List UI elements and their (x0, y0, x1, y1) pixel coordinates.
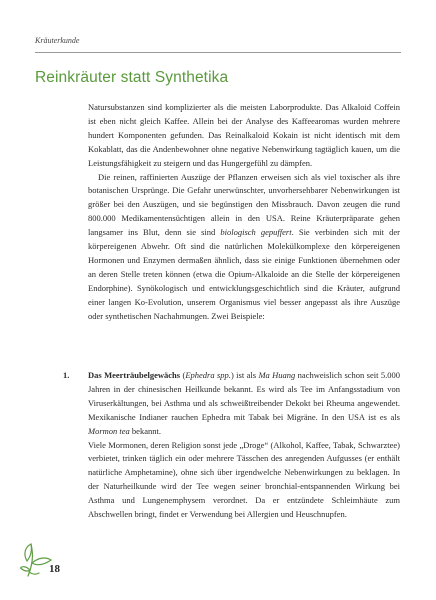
list-item-number: 1. (63, 370, 70, 380)
list-item-paragraph-2: Viele Mormonen, deren Religion sonst jede „Droge“ (Alkohol, Kaffee, Tabak, Schwarztee) verbietet, trinken täglich ein oder mehrere Tässchen des anregenden Aufgusses (er enthält natürliche Amphetamine), ohne sich über irgendwelche Nebenwirkungen zu beklagen. In der Naturheilkunde wird der Tee wegen seiner bronchial-entspannenden Wirkung bei Asthma und Lungenemphysem verordnet. Da er entzündete Schleimhäute zum Abschwellen bringt, findet er Verwendung bei Allergien und Heuschnupfen. (88, 439, 400, 520)
list-text-c: bekannt. (129, 425, 161, 436)
list-item-body (88, 369, 400, 522)
header-rule (35, 52, 401, 53)
paragraph-2-emphasis: biologisch gepuffert (220, 227, 292, 238)
plant-name: Das Meerträubelgewächs (88, 370, 181, 380)
mormon-tea-term: Mormon tea (88, 425, 130, 436)
paragraph-2-text-a: Die reinen, raffinierten Auszüge der Pflanzen erweisen sich als viel toxischer als ihre botanischen Ursprünge. Die Gefahr unerwünschter, unvorhersehbarer Nebenwirkungen ist größer bei den Auszügen, und sie begünstigen den Missbrauch. Davon zeugen die rund 800.000 Medikamentensüchtigen allein in den USA. Reine Kräuterpräparate gehen langsamer ins Blut, denn sie sind (88, 171, 400, 238)
list-text-a: ist als (233, 370, 259, 380)
list-item (63, 369, 400, 522)
page-number: 18 (49, 563, 60, 575)
section-title: Reinkräuter statt Synthetika (35, 69, 229, 86)
list-text-b: nachweislich schon seit 5.000 Jahren in der chinesischen Heilkunde bekannt. Es wird als Tee im Anfangsstadium von Viruserkältungen, bei Asthma und als schweißtreibender Dekokt bei Rheuma angewendet. Mexikanische Indianer rauchen Ephedra mit Tabak bei Migräne. In den USA ist es als (88, 370, 400, 422)
body-text (88, 101, 400, 324)
running-header: Kräuterkunde (35, 36, 80, 45)
paragraph-2-text-b: . Sie verbinden sich mit der körpereigenen Abwehr. Oft sind die natürlichen Molekülkomplexe den körpereigenen Hormonen und Enzymen dermaßen ähnlich, dass sie einige Funktionen übernehmen oder an deren Stelle treten können (etwa die Opium-Alkaloide an die Stelle der körpereigenen Endorphine). Synökologisch und entwicklungsgeschichtlich sind die Kräuter, aufgrund einer langen Ko-Evolution, unserem Organismus viel besser angepasst als ihre Auszüge oder synthetischen Nachahmungen. Zwei Beispiele: (88, 227, 400, 321)
plant-latin-name: Ephedra spp. (185, 370, 231, 380)
ma-huang-term: Ma Huang (258, 370, 296, 380)
list-item-paragraph-1: Das Meerträubelgewächs (Ephedra spp.) ist als Ma Huang nachweislich schon seit 5.000 Jahren in der chinesischen Heilkunde bekannt. Es wird als Tee im Anfangsstadium von Viruserkältungen, bei Asthma und als schweißtreibender Dekokt bei Rheuma angewendet. Mexikanische Indianer rauchen Ephedra mit Tabak bei Migräne. In den USA ist es als Mormon tea bekannt. (88, 370, 400, 436)
paragraph-1: Natursubstanzen sind komplizierter als die meisten Laborprodukte. Das Alkaloid Coffein ist eben nicht gleich Kaffee. Allein bei der Analyse des Kaffeearomas wurden mehrere hundert Komponenten gefunden. Das Reinalkaloid Kokain ist nicht identisch mit dem Kokablatt, das die Andenbewohner ohne negative Nebenwirkung tagtäglich kauen, um die Leistungsfähigkeit zu steigern und das Hungergefühl zu dämpfen. (88, 102, 400, 168)
paragraph-2 (88, 171, 400, 324)
example-list (63, 369, 400, 522)
